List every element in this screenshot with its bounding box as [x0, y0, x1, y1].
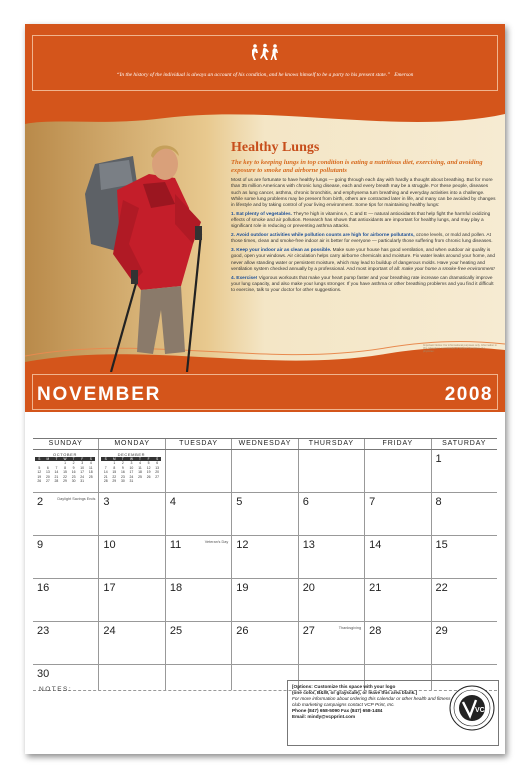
day-number: 18: [169, 582, 183, 594]
mini-weekday: T: [121, 457, 124, 461]
weekday-monday: MONDAY: [98, 439, 164, 449]
day-cell: [165, 579, 231, 621]
mini-day: 18: [138, 470, 142, 475]
mini-day: 21: [103, 474, 108, 479]
mini-day: 11: [138, 465, 142, 470]
notes-label: NOTES:: [39, 686, 73, 693]
day-cell: [231, 450, 297, 492]
mini-day: 10: [80, 465, 85, 470]
calendar-grid: [33, 438, 497, 691]
mini-day: 6: [46, 465, 49, 470]
mini-day: 25: [88, 474, 93, 479]
week-row: [33, 536, 497, 579]
tip-body: They're high in vitamins A, C and E — natural antioxidants that help fight the harmful oxidizing effects of smoke and air pollution. Research has shown that antioxidants are important for healthy lungs, and may play a significant role in reducing or preventing asthma attacks.: [231, 211, 491, 230]
header-band: [25, 24, 505, 109]
week-row: [33, 622, 497, 665]
article-subtitle: The key to keeping lungs in top condition is eating a nutritious diet, exercising, and avoiding exposure to smoke and airborne pollutants: [231, 159, 483, 174]
mini-weekday: S: [38, 457, 41, 461]
mini-calendar-row: [35, 479, 95, 484]
mini-day: [136, 479, 145, 484]
week-row: [33, 493, 497, 536]
day-number: 17: [103, 582, 116, 594]
day-cell: [165, 665, 231, 690]
day-cell: [98, 450, 164, 492]
day-cell: [98, 665, 164, 690]
day-cell: [98, 579, 164, 621]
mini-calendar-title: OCTOBER: [53, 452, 77, 457]
mini-day: 13: [45, 470, 50, 475]
tip-4: [231, 276, 496, 295]
mini-weekday: T: [139, 457, 141, 461]
mini-day: 13: [155, 465, 160, 470]
weekday-thursday: THURSDAY: [298, 439, 364, 449]
mini-day: 19: [37, 474, 42, 479]
article: [231, 140, 496, 297]
mini-weekday: S: [104, 457, 107, 461]
mini-weekday: S: [156, 457, 159, 461]
day-cell: [364, 622, 430, 664]
mini-day: 17: [80, 470, 85, 475]
day-cell: [165, 493, 231, 535]
day-cell: [231, 493, 297, 535]
mini-day: 16: [120, 470, 125, 475]
mini-weekday: T: [72, 457, 75, 461]
event-daylight-savings: Daylight Savings Ends: [57, 497, 96, 501]
day-cell: [231, 622, 297, 664]
mini-day: 11: [88, 465, 93, 470]
mini-day: 31: [129, 479, 134, 484]
mini-day: 1: [64, 461, 66, 465]
day-cell: [33, 450, 98, 492]
day-cell: [431, 536, 497, 578]
day-cell: [33, 579, 98, 621]
day-number: 14: [369, 539, 382, 551]
week-row: [33, 579, 497, 622]
day-number: 11: [169, 539, 182, 551]
weekday-tuesday: TUESDAY: [165, 439, 231, 449]
mini-day: 27: [155, 474, 160, 479]
ad-email: Email: mindy@vcpprint.com: [292, 714, 356, 719]
day-number: 21: [369, 582, 382, 594]
mini-day: 28: [54, 479, 59, 484]
mini-day: 26: [37, 479, 42, 484]
mini-day: 30: [71, 479, 76, 484]
tip-title: 2. Avoid outdoor activities while pollution counts are high for airborne pollutants,: [231, 233, 415, 239]
day-cell: [364, 579, 430, 621]
mini-day: 9: [72, 465, 75, 470]
mini-day: 18: [88, 470, 93, 475]
mini-weekday: F: [147, 457, 150, 461]
quote-author: Emerson: [394, 72, 414, 78]
tip-1: [231, 212, 496, 231]
mini-day: 10: [129, 465, 134, 470]
vcp-seal-icon: [449, 685, 495, 731]
mini-day: 31: [80, 479, 85, 484]
day-cell: [364, 493, 430, 535]
mini-day: 14: [103, 470, 108, 475]
day-cell: [98, 493, 164, 535]
month-name: NOVEMBER: [37, 384, 162, 405]
day-cell: [298, 579, 364, 621]
tip-body: ozone levels, or mold and pollen. At those times, clean and smoke-free indoor air is better for everyone — particularly those suffering from chronic lung diseases.: [231, 233, 493, 245]
mini-day: 24: [129, 474, 134, 479]
tip-2: [231, 233, 496, 246]
day-cell: [231, 579, 297, 621]
day-number: 13: [302, 539, 315, 551]
header-quote: [25, 72, 505, 78]
day-number: 25: [169, 625, 183, 637]
day-number: 5: [236, 496, 243, 508]
quote-text: “In the history of the individual is always an account of his condition, and he knows himself to be a party to his present state.”: [116, 72, 391, 78]
ad-text: [292, 684, 452, 720]
day-cell: [298, 536, 364, 578]
mini-calendar-title: DECEMBER: [117, 452, 146, 457]
day-cell: [33, 493, 98, 535]
mini-calendar-october: [35, 452, 95, 484]
mini-day: 25: [138, 474, 142, 479]
mini-day: 22: [112, 474, 117, 479]
day-cell: [231, 536, 297, 578]
mini-day: 17: [129, 470, 134, 475]
day-number: 26: [236, 625, 249, 637]
day-cell: [33, 536, 98, 578]
mini-day: [153, 479, 162, 484]
day-number: 29: [435, 625, 448, 637]
day-number: 27: [302, 625, 315, 637]
mini-day: 22: [63, 474, 67, 479]
fine-print: Important Notice: For informational purposes only. Information in this calendar is not intended to replace the advice of a physician.: [423, 344, 497, 354]
article-title: Healthy Lungs: [231, 140, 320, 155]
mini-day: 4: [89, 461, 92, 465]
mini-weekday: W: [129, 457, 133, 461]
day-number: 4: [169, 496, 176, 508]
day-cell: [98, 622, 164, 664]
mini-day: 23: [120, 474, 125, 479]
day-number: 28: [369, 625, 382, 637]
ad-line: (one color, B&W, or grayscale), or leave this area blank.]: [292, 690, 418, 695]
ad-line: [Options: Customize this space with your logo: [292, 684, 396, 689]
ad-line: For more information about ordering this calendar or other health and fitness club marketing campaigns contact VCP Print, Inc.: [292, 696, 451, 707]
mini-day: 29: [63, 479, 67, 484]
mini-day: 2: [121, 461, 124, 465]
day-number: 22: [435, 582, 448, 594]
day-number: 12: [236, 539, 249, 551]
running-figures-logo-icon: [249, 43, 281, 61]
mini-weekday: M: [112, 457, 116, 461]
mini-day: 8: [64, 465, 66, 470]
mini-day: 26: [146, 474, 151, 479]
mini-day: 7: [55, 465, 58, 470]
day-cell: [431, 450, 497, 492]
mini-day: [86, 479, 95, 484]
mini-day: 20: [155, 470, 160, 475]
mini-calendar-december: [101, 452, 161, 484]
week-row: [33, 450, 497, 493]
mini-day: 28: [103, 479, 108, 484]
day-number: 10: [103, 539, 116, 551]
day-cell: [165, 622, 231, 664]
mini-day: 5: [38, 465, 41, 470]
tip-body: Make sure your house has good ventilation, and when outdoor air quality is good, open your windows. Air circulation helps carry airborne chemicals and moisture. Fix water leaks around your home, and never allow standing water or persistent moisture, which may lead to buildup of dangerous molds. Have your heating and ventilation system checked annually by a professional. And most important of all:: [231, 248, 496, 273]
day-cell: [431, 579, 497, 621]
tip-title: 3. Keep your indoor air as clean as possible.: [231, 248, 332, 254]
mini-weekday: F: [81, 457, 84, 461]
day-number: 15: [435, 539, 448, 551]
mini-day: 24: [80, 474, 85, 479]
weekday-saturday: SATURDAY: [431, 439, 497, 449]
event-thanksgiving: Thanksgiving: [338, 626, 362, 630]
tip-emphasis: make your home a smoke-free environment!: [401, 267, 495, 273]
mini-day: 19: [146, 470, 151, 475]
day-cell: [298, 622, 364, 664]
mini-day: 15: [63, 470, 67, 475]
day-cell: [98, 536, 164, 578]
day-number: 19: [236, 582, 249, 594]
mini-weekday: S: [89, 457, 92, 461]
mini-day: 27: [45, 479, 50, 484]
article-intro: Most of us are fortunate to have healthy lungs — going through each day with hardly a thought about breathing. But for more than 35 million Americans with chronic lung disease, each and every breath may be a struggle. For these people, diseases such as lung cancer, asthma, chronic bronchitis, and emphysema turn breathing and everyday activities into a challenge. While some lung problems may be present from birth, others are contracted later in life, and many can be avoided by changes in lifestyle and by taking control of your living environment. Some tips for maintaining healthy lungs:: [231, 178, 496, 209]
mini-day: 29: [112, 479, 117, 484]
day-number: 16: [37, 582, 50, 594]
tip-3: [231, 248, 496, 273]
tip-title: 4. Exercise!: [231, 275, 258, 281]
article-section: [25, 104, 505, 372]
mini-day: 8: [113, 465, 116, 470]
mini-day: 3: [130, 461, 133, 465]
mini-day: 7: [104, 465, 107, 470]
mini-day: 12: [146, 465, 151, 470]
ad-box: [287, 680, 499, 746]
mini-day: 23: [71, 474, 76, 479]
mini-day: 6: [156, 461, 159, 465]
month-year: 2008: [444, 384, 493, 405]
day-cell: [364, 536, 430, 578]
mini-calendar-row: [101, 479, 161, 484]
weekday-wednesday: WEDNESDAY: [231, 439, 297, 449]
day-number: 6: [302, 496, 309, 508]
day-number: 1: [435, 453, 442, 465]
weeks-container: [33, 450, 497, 691]
day-cell: [298, 450, 364, 492]
mini-day: 4: [139, 461, 141, 465]
mini-day: 16: [71, 470, 76, 475]
day-cell: [33, 622, 98, 664]
mini-day: 9: [121, 465, 124, 470]
day-number: 9: [37, 539, 44, 551]
day-cell: [431, 493, 497, 535]
tip-title: 1. Eat plenty of vegetables.: [231, 211, 292, 217]
tip-body: Vigorous workouts that make your heart pump faster and your breathing rate increase can dramatically improve your lung capacity, and also make your lungs stronger. If you have asthma or other breathing problems and you find it difficult to exercise, talk to your doctor for other suggestions.: [231, 275, 494, 294]
calendar-page: [25, 24, 505, 754]
mini-day: 30: [120, 479, 125, 484]
day-number: 23: [37, 625, 50, 637]
month-band: [25, 372, 505, 412]
mini-weekday: T: [55, 457, 58, 461]
day-cell: [165, 450, 231, 492]
mini-day: 20: [45, 474, 50, 479]
day-cell: [431, 622, 497, 664]
weekday-row: [33, 438, 497, 450]
day-cell: [298, 493, 364, 535]
weekday-sunday: SUNDAY: [48, 440, 83, 447]
day-number: 2: [37, 496, 44, 508]
seal-text: VCP: [475, 707, 490, 714]
mini-day: 2: [72, 461, 75, 465]
mini-day: 5: [147, 461, 150, 465]
day-number: 8: [435, 496, 442, 508]
day-cell: [165, 536, 231, 578]
mini-day: 21: [54, 474, 59, 479]
mini-day: 15: [112, 470, 117, 475]
day-number: 7: [369, 496, 376, 508]
day-cell: [364, 450, 430, 492]
mini-day: 12: [37, 470, 42, 475]
ad-phone: Phone (847) 658-5090 Fax (847) 658-1484: [292, 708, 383, 713]
day-number: 20: [302, 582, 315, 594]
day-number: 3: [103, 496, 110, 508]
event-veterans-day: Veteran's Day: [204, 540, 229, 544]
mini-day: 14: [54, 470, 59, 475]
day-number: 24: [103, 625, 116, 637]
mini-day: [144, 479, 153, 484]
mini-day: 1: [113, 461, 116, 465]
day-number: 30: [37, 668, 50, 680]
mini-weekday: W: [63, 457, 67, 461]
mini-weekday: M: [46, 457, 50, 461]
mini-day: 3: [81, 461, 84, 465]
weekday-friday: FRIDAY: [364, 439, 430, 449]
